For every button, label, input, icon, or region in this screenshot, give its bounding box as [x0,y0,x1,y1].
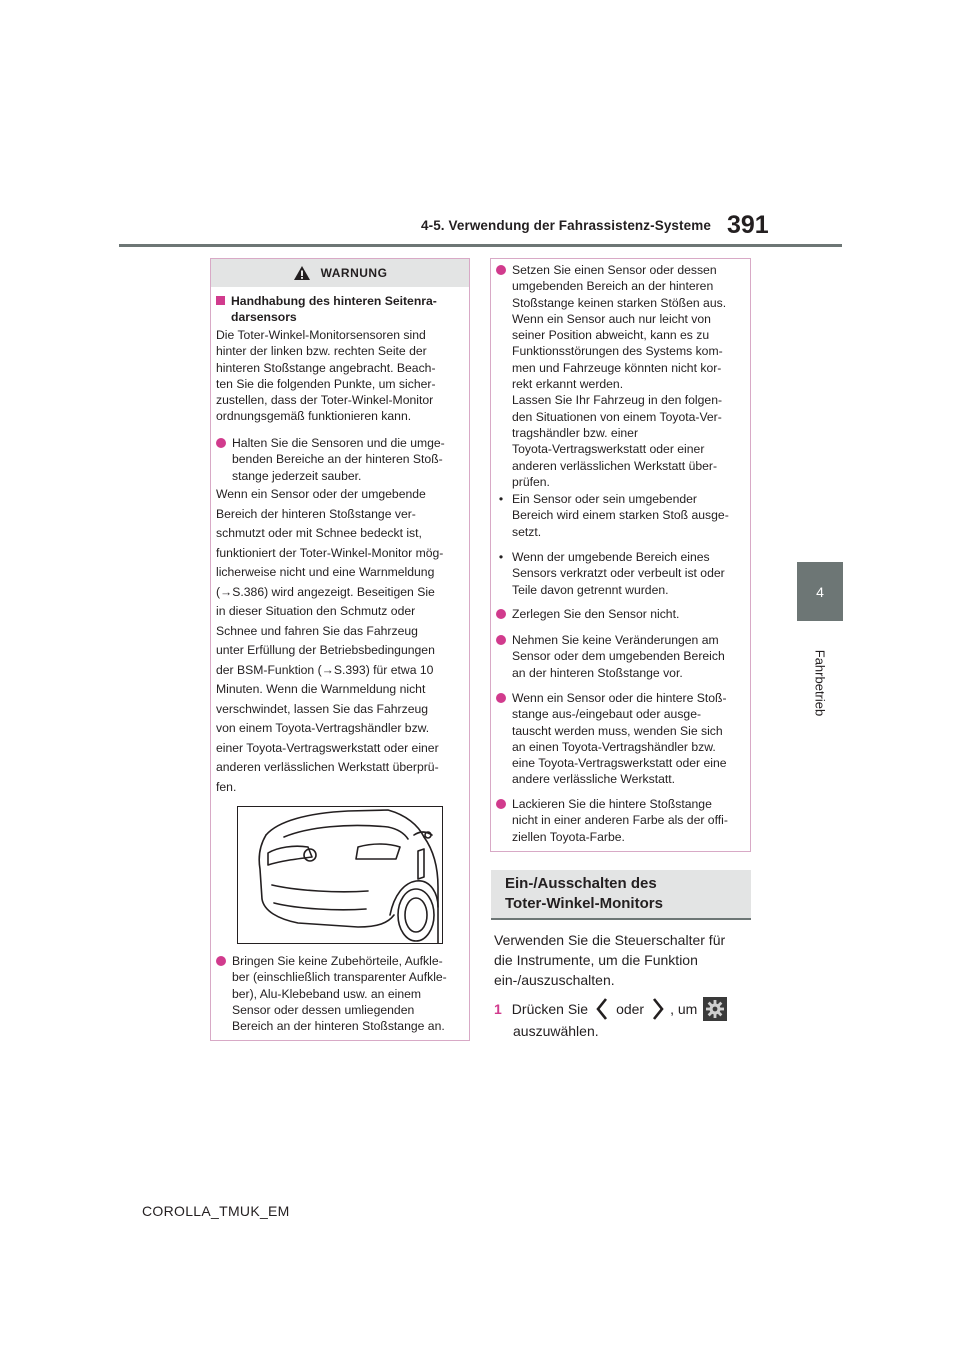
text-line: verschwindet, lassen Sie das Fahrzeug [216,701,429,716]
settings-gear-icon [703,997,727,1021]
text-line: anderen verlässlichen Werkstatt überprü- [216,760,439,774]
text-line: stange jederzeit sauber. [232,468,362,483]
text-line: Teile davon getrennt wurden. [512,582,669,597]
car-rear-drawing [238,807,442,943]
text-line: andere verlässliche Werkstatt. [512,772,676,787]
text-line: ordnungsgemäß funktionieren kann. [216,409,412,424]
text-line: Nehmen Sie keine Veränderungen am [512,633,719,647]
dash-bullet: • [498,550,504,564]
dash-scratched [496,549,746,598]
bullet-dot-icon [216,956,226,966]
bullet-dot-icon [496,265,506,275]
section-heading-box [491,870,751,920]
text-line: nicht in einer anderen Farbe als der offi- [512,813,728,828]
text-line: schmutzt oder mit Schnee bedeckt ist, [216,526,422,540]
text-line: ten Sie die folgenden Punkte, um sicher- [216,376,436,391]
text-line: zustellen, dass der Toter-Winkel-Monitor [216,393,434,408]
caution-continued-box [490,258,751,852]
text-line: Funktionsstörungen des Systems kom- [512,344,723,359]
car-rear-illustration [237,806,443,944]
step-text: , um [670,1001,698,1017]
text-line: seiner Position abweicht, kann es zu [512,328,710,343]
warning-intro [216,327,466,425]
text-line: Minuten. Wenn die Warnmeldung nicht [216,682,426,696]
text-line: Sensors verkratzt oder verbeult ist oder [512,566,725,581]
bullet-no-disassembly [496,606,746,622]
text-line: ber (einschließlich transparenter Aufkle- [232,970,447,985]
chapter-number: 4 [816,583,824,600]
text-line: Bereich an der hinteren Stoßstange an. [232,1019,445,1034]
text-line: licherweise nicht und eine Warnmeldung [216,565,435,579]
bullet-dot-icon [496,799,506,809]
text-line: hinter der linken bzw. rechten Seite der [216,344,427,359]
text-line: tauscht werden muss, wenden Sie sich [512,723,723,738]
warning-paragraph [216,485,466,797]
page-number: 391 [727,211,769,239]
chapter-tab [797,562,843,621]
text-line: ber), Alu-Klebeband usw. an einem [232,986,422,1001]
text-line: benden Bereiche an der hinteren Stoß- [232,452,443,467]
text-line: Wenn ein Sensor oder die hintere Stoß- [512,691,727,705]
bullet-dot-icon [496,693,506,703]
square-bullet-icon [216,296,225,305]
bullet-dot-icon [496,635,506,645]
warning-bullet-accessories [216,953,466,1034]
bullet-dot-icon [216,438,226,448]
text-line: hinteren Stoßstange angebracht. Beach- [216,360,436,375]
heading-line: Handhabung des hinteren Seitenra- [231,294,437,308]
dash-strong-impact [496,491,746,540]
text-line: Sensor oder dem umgebenden Bereich [512,649,725,664]
text-line: Bringen Sie keine Zubehörteile, Aufkle- [232,954,443,968]
model-code: COROLLA_TMUK_EM [142,1203,290,1219]
chapter-label: Fahrbetrieb [812,649,828,717]
text-line: Wenn ein Sensor oder der umgebende [216,487,426,501]
text-line: an einen Toyota-Vertragshändler bzw. [512,739,716,754]
step-text-continued: auszuwählen. [513,1023,599,1039]
text-line: prüfen. [512,474,550,489]
text-line: Verwenden Sie die Steuerschalter für [494,932,726,948]
text-line: eine Toyota-Vertragswerkstatt oder eine [512,756,727,771]
text-line: umgebenden Bereich an der hinteren [512,279,714,294]
text-line: die Instrumente, um die Funktion [494,952,698,968]
text-line: ziellen Toyota-Farbe. [512,829,625,844]
warning-title: WARNUNG [320,266,388,280]
text-line: Wenn der umgebende Bereich eines [512,550,710,564]
text-line: Setzen Sie einen Sensor oder dessen [512,263,717,277]
section-body [494,930,754,990]
bullet-dot-icon [496,609,506,619]
warning-header [211,259,469,287]
text-line: Schnee und fahren Sie das Fahrzeug [216,623,418,638]
warning-bullet-clean [216,435,466,484]
text-line: stange aus-/eingebaut oder ausge- [512,707,702,722]
text-line: Bereich der hinteren Stoßstange ver- [216,506,416,521]
text-line: an der hinteren Stoßstange vor. [512,665,683,680]
text-line: Lassen Sie Ihr Fahrzeug in den folgen- [512,393,723,408]
section-heading-line: Toter-Winkel-Monitors [505,895,663,912]
step-1 [494,995,754,1023]
text-line: Stoßstange keinen starken Stößen aus. [512,295,727,310]
text-line: Die Toter-Winkel-Monitorsensoren sind [216,328,426,342]
text-line: Halten Sie die Sensoren und die umge- [232,436,445,450]
text-line: men und Fahrzeuge könnten nicht kor- [512,360,722,375]
text-line: (→S.386) wird angezeigt. Beseitigen Sie [216,584,435,599]
bullet-no-modifications [496,632,746,681]
text-line: Bereich wird einem starken Stoß ausge- [512,508,729,523]
text-line: Zerlegen Sie den Sensor nicht. [512,607,680,621]
header-divider [119,244,842,247]
heading-line: darsensors [231,310,297,325]
step-text: Drücken Sie [511,1001,589,1017]
bullet-removal [496,690,746,788]
text-line: fen. [216,779,237,794]
text-line: einer Toyota-Vertragswerkstatt oder einer [216,740,439,755]
text-line: unter Erfüllung der Betriebsbedingungen [216,643,435,657]
chevron-right-icon [652,997,664,1021]
bullet-no-impacts [496,262,746,490]
text-line: Sensor oder dessen umliegenden [232,1002,415,1017]
text-line: tragshändler bzw. einer [512,425,639,440]
step-number: 1 [494,1001,502,1017]
text-line: ein-/auszuschalten. [494,972,615,988]
text-line: anderen verlässlichen Werkstatt über- [512,458,718,473]
section-title: 4-5. Verwendung der Fahrassistenz-Systeme [421,218,711,233]
dash-bullet: • [498,492,504,506]
warning-section-heading [216,293,464,326]
text-line: der BSM-Funktion (→S.393) für etwa 10 [216,662,434,677]
text-line: den Situationen von einem Toyota-Ver- [512,409,722,424]
section-heading-line: Ein-/Ausschalten des [505,875,657,892]
bullet-paint [496,796,746,845]
warning-triangle-icon [293,265,311,281]
text-line: funktioniert der Toter-Winkel-Monitor mög- [216,545,444,560]
text-line: in dieser Situation den Schmutz oder [216,604,416,618]
chevron-left-icon [596,997,608,1021]
text-line: Toyota-Vertragswerkstatt oder einer [512,442,705,457]
text-line: Wenn ein Sensor auch nur leicht von [512,311,711,326]
text-line: von einem Toyota-Vertragshändler bzw. [216,721,430,735]
step-text: oder [616,1001,645,1017]
text-line: rekt erkannt werden. [512,377,624,392]
text-line: Ein Sensor oder sein umgebender [512,492,697,506]
text-line: Lackieren Sie die hintere Stoßstange [512,797,712,811]
text-line: setzt. [512,524,542,539]
